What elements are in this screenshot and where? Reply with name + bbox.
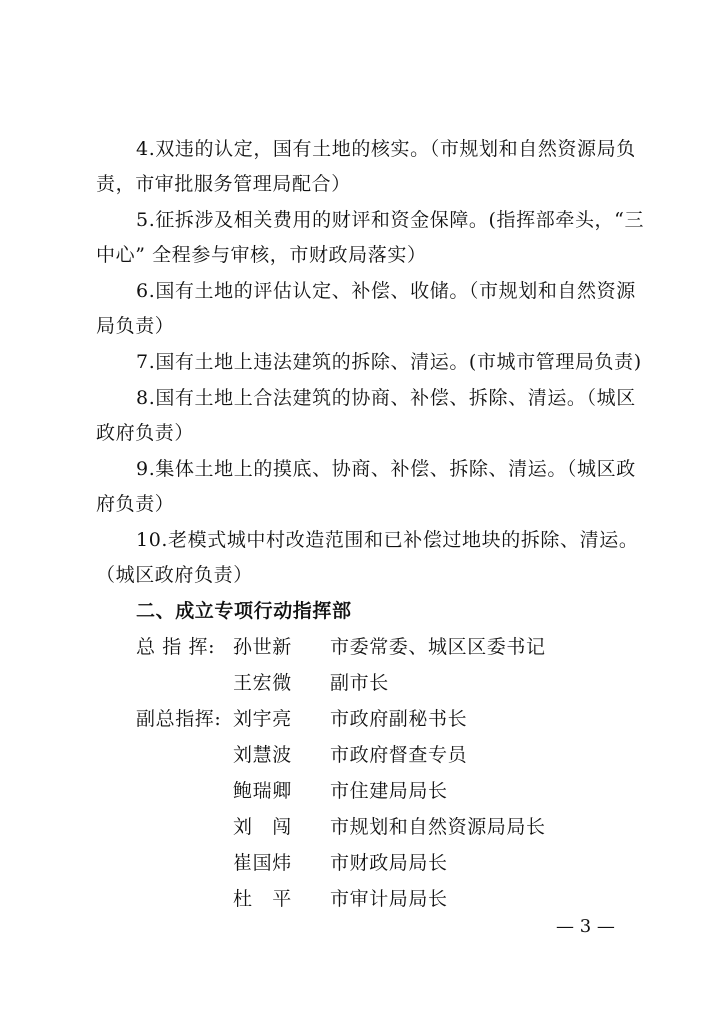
paragraph-8-line-1: 8.国有土地上合法建筑的协商、补偿、拆除、清运。（城区 (136, 387, 636, 409)
paragraph-5-line-2: 中心” 全程参与审核，市财政局落实） (96, 244, 427, 266)
roster-title: 市审计局局长 (330, 888, 448, 910)
paragraph-6-line-2: 局负责） (96, 315, 175, 337)
roster-name: 孙世新 (233, 636, 292, 658)
roster-name: 王宏微 (233, 672, 292, 694)
paragraph-6-line-1: 6.国有土地的评估认定、补偿、收储。（市规划和自然资源 (136, 280, 636, 302)
roster-title: 市委常委、城区区委书记 (330, 636, 546, 658)
roster-title: 市政府督查专员 (330, 744, 468, 766)
paragraph-9-line-1: 9.集体土地上的摸底、协商、补偿、拆除、清运。（城区政 (136, 458, 636, 480)
paragraph-7-line-1: 7.国有土地上违法建筑的拆除、清运。(市城市管理局负责) (136, 351, 642, 373)
paragraph-10-line-1: 10.老模式城中村改造范围和已补偿过地块的拆除、清运。 (136, 529, 639, 551)
roster-name: 崔国炜 (233, 852, 292, 874)
roster-name: 鲍瑞卿 (233, 780, 292, 802)
paragraph-4-line-2: 责，市审批服务管理局配合） (96, 173, 351, 195)
paragraph-8-line-2: 政府负责） (96, 422, 195, 444)
page-number: — 3 — (556, 916, 615, 937)
roster-name: 杜 平 (233, 888, 292, 910)
paragraph-5-line-1: 5.征拆涉及相关费用的财评和资金保障。(指挥部牵头，“三 (136, 209, 645, 231)
roster-name: 刘宇亮 (233, 708, 292, 730)
roster-title: 市政府副秘书长 (330, 708, 468, 730)
paragraph-9-line-2: 府负责） (96, 493, 175, 515)
paragraph-4-line-1: 4.双违的认定，国有土地的核实。（市规划和自然资源局负 (136, 138, 636, 160)
roster-name: 刘 闯 (233, 816, 292, 838)
paragraph-10-line-2: （城区政府负责） (96, 564, 253, 586)
roster-title: 市财政局局长 (330, 852, 448, 874)
roster-name: 刘慧波 (233, 744, 292, 766)
roster-title: 副市长 (330, 672, 389, 694)
roster-title: 市规划和自然资源局局长 (330, 816, 546, 838)
roster-role: 总 指 挥: (136, 636, 216, 658)
section-heading: 二、成立专项行动指挥部 (136, 600, 352, 622)
roster-role: 副总指挥: (136, 708, 222, 730)
roster-title: 市住建局局长 (330, 780, 448, 802)
